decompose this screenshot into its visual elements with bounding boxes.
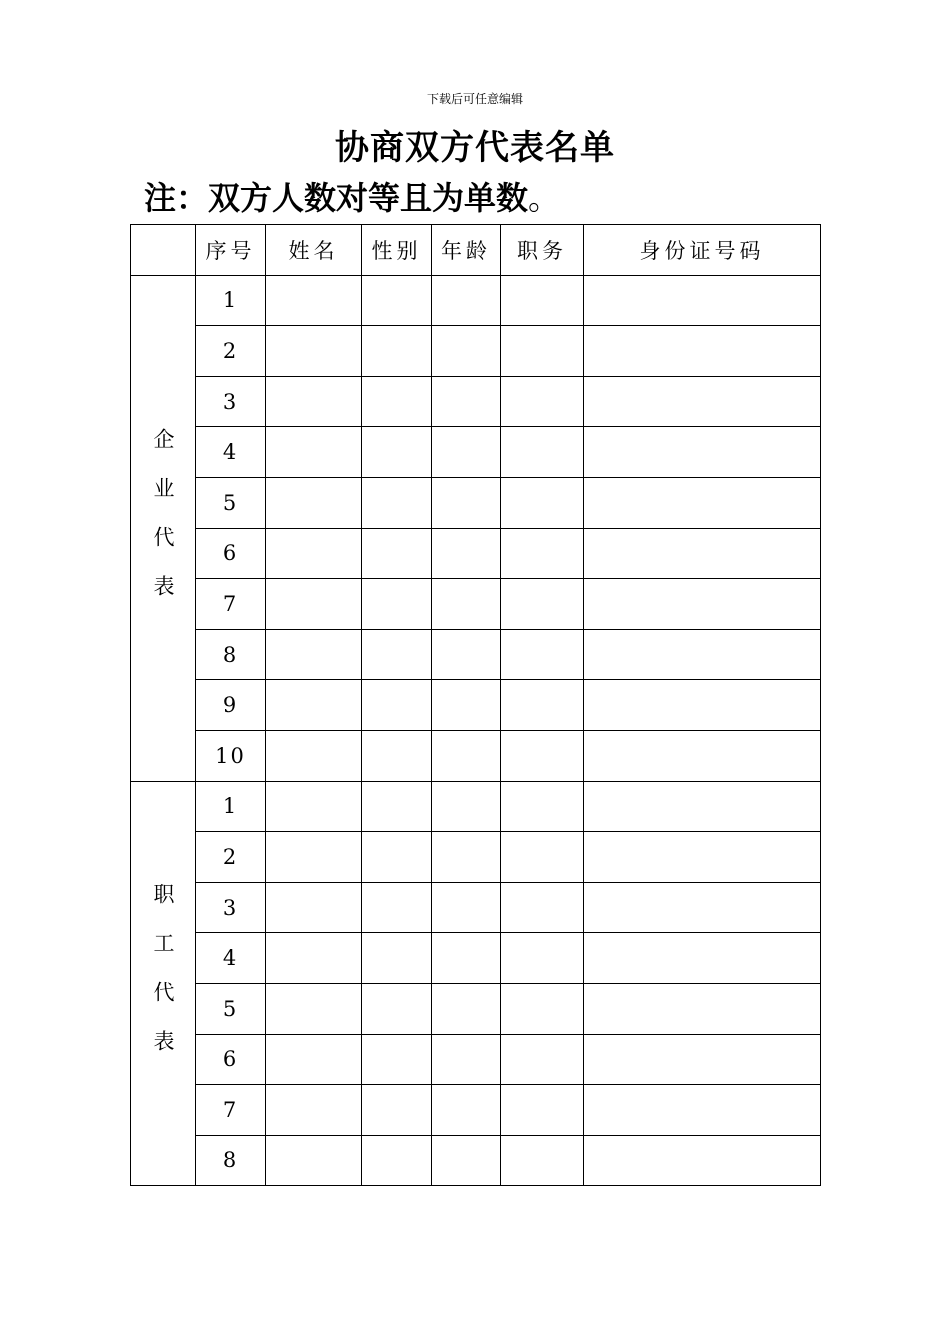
name-cell[interactable]: [266, 983, 362, 1034]
name-cell[interactable]: [266, 882, 362, 933]
row-index-cell: 5: [196, 983, 266, 1034]
name-cell[interactable]: [266, 832, 362, 883]
group-label: 职工代表: [151, 882, 175, 1079]
table-row: [131, 376, 821, 427]
age-cell[interactable]: [432, 1135, 501, 1186]
name-cell[interactable]: [266, 933, 362, 984]
age-cell[interactable]: [432, 832, 501, 883]
table-row: [131, 275, 821, 326]
gender-cell[interactable]: [362, 1085, 432, 1136]
id-number-cell[interactable]: [584, 730, 821, 781]
row-index-cell: 1: [196, 781, 266, 832]
gender-cell[interactable]: [362, 1135, 432, 1186]
table-row: [131, 933, 821, 984]
position-cell[interactable]: [501, 326, 584, 377]
position-cell[interactable]: [501, 427, 584, 478]
gender-cell[interactable]: [362, 629, 432, 680]
position-cell[interactable]: [501, 832, 584, 883]
gender-cell[interactable]: [362, 275, 432, 326]
row-index-cell: 6: [196, 1034, 266, 1085]
name-cell[interactable]: [266, 275, 362, 326]
age-cell[interactable]: [432, 983, 501, 1034]
id-number-cell[interactable]: [584, 376, 821, 427]
row-index-cell: 1: [196, 275, 266, 326]
row-index-cell: 7: [196, 579, 266, 630]
id-number-cell[interactable]: [584, 579, 821, 630]
representatives-table: [130, 224, 821, 1186]
gender-cell[interactable]: [362, 983, 432, 1034]
age-cell[interactable]: [432, 629, 501, 680]
position-cell[interactable]: [501, 730, 584, 781]
table-row: [131, 983, 821, 1034]
name-cell[interactable]: [266, 1135, 362, 1186]
position-cell[interactable]: [501, 680, 584, 731]
id-number-cell[interactable]: [584, 680, 821, 731]
row-index-cell: 10: [196, 730, 266, 781]
age-cell[interactable]: [432, 781, 501, 832]
age-cell[interactable]: [432, 427, 501, 478]
position-cell[interactable]: [501, 629, 584, 680]
row-index-cell: 9: [196, 680, 266, 731]
table-row: [131, 730, 821, 781]
row-index-cell: 8: [196, 1135, 266, 1186]
document-note: [144, 176, 560, 220]
position-cell[interactable]: [501, 477, 584, 528]
row-index-cell: 4: [196, 427, 266, 478]
age-cell[interactable]: [432, 275, 501, 326]
gender-cell[interactable]: [362, 528, 432, 579]
id-number-cell[interactable]: [584, 528, 821, 579]
id-number-cell[interactable]: [584, 1135, 821, 1186]
row-index-cell: 3: [196, 376, 266, 427]
gender-cell[interactable]: [362, 680, 432, 731]
header-cell-position: 职务: [501, 225, 584, 276]
group-label-cell-employee: [131, 781, 196, 1186]
header-cell-group: [131, 225, 196, 276]
note-text: 注：双方人数对等且为单数: [144, 179, 529, 217]
table-row: [131, 832, 821, 883]
table-row: [131, 427, 821, 478]
gender-cell[interactable]: [362, 933, 432, 984]
id-number-cell[interactable]: [584, 832, 821, 883]
id-number-cell[interactable]: [584, 882, 821, 933]
gender-cell[interactable]: [362, 1034, 432, 1085]
age-cell[interactable]: [432, 528, 501, 579]
age-cell[interactable]: [432, 477, 501, 528]
row-index-cell: 4: [196, 933, 266, 984]
position-cell[interactable]: [501, 933, 584, 984]
name-cell[interactable]: [266, 376, 362, 427]
table-body: [131, 225, 821, 1186]
position-cell[interactable]: [501, 781, 584, 832]
age-cell[interactable]: [432, 1085, 501, 1136]
gender-cell[interactable]: [362, 427, 432, 478]
header-cell-name: 姓名: [266, 225, 362, 276]
table-row: [131, 477, 821, 528]
header-cell-id-number: 身份证号码: [584, 225, 821, 276]
row-index-cell: 2: [196, 326, 266, 377]
position-cell[interactable]: [501, 1085, 584, 1136]
name-cell[interactable]: [266, 730, 362, 781]
gender-cell[interactable]: [362, 477, 432, 528]
id-number-cell[interactable]: [584, 983, 821, 1034]
table-row: [131, 629, 821, 680]
gender-cell[interactable]: [362, 730, 432, 781]
age-cell[interactable]: [432, 326, 501, 377]
header-cell-gender: 性别: [362, 225, 432, 276]
note-period: 。: [528, 179, 561, 217]
header-note: 下载后可任意编辑: [426, 92, 523, 106]
table-row: [131, 1135, 821, 1186]
table-header-row: [131, 225, 821, 276]
position-cell[interactable]: [501, 528, 584, 579]
row-index-cell: 7: [196, 1085, 266, 1136]
position-cell[interactable]: [501, 579, 584, 630]
row-index-cell: 3: [196, 882, 266, 933]
id-number-cell[interactable]: [584, 933, 821, 984]
age-cell[interactable]: [432, 933, 501, 984]
table-row: [131, 882, 821, 933]
table-row: [131, 528, 821, 579]
header-cell-age: 年龄: [432, 225, 501, 276]
age-cell[interactable]: [432, 376, 501, 427]
row-index-cell: 2: [196, 832, 266, 883]
id-number-cell[interactable]: [584, 427, 821, 478]
gender-cell[interactable]: [362, 781, 432, 832]
table-row: [131, 326, 821, 377]
gender-cell[interactable]: [362, 376, 432, 427]
position-cell[interactable]: [501, 376, 584, 427]
position-cell[interactable]: [501, 275, 584, 326]
row-index-cell: 6: [196, 528, 266, 579]
id-number-cell[interactable]: [584, 1034, 821, 1085]
id-number-cell[interactable]: [584, 629, 821, 680]
name-cell[interactable]: [266, 427, 362, 478]
age-cell[interactable]: [432, 579, 501, 630]
row-index-cell: 5: [196, 477, 266, 528]
name-cell[interactable]: [266, 477, 362, 528]
name-cell[interactable]: [266, 528, 362, 579]
row-index-cell: 8: [196, 629, 266, 680]
age-cell[interactable]: [432, 882, 501, 933]
id-number-cell[interactable]: [584, 781, 821, 832]
gender-cell[interactable]: [362, 326, 432, 377]
gender-cell[interactable]: [362, 579, 432, 630]
name-cell[interactable]: [266, 629, 362, 680]
document-title: 协商双方代表名单: [335, 128, 615, 168]
table-row: [131, 1085, 821, 1136]
position-cell[interactable]: [501, 983, 584, 1034]
age-cell[interactable]: [432, 1034, 501, 1085]
group-label: 企业代表: [151, 427, 175, 624]
name-cell[interactable]: [266, 326, 362, 377]
id-number-cell[interactable]: [584, 326, 821, 377]
position-cell[interactable]: [501, 882, 584, 933]
id-number-cell[interactable]: [584, 275, 821, 326]
name-cell[interactable]: [266, 1034, 362, 1085]
group-label-cell-enterprise: [131, 275, 196, 781]
name-cell[interactable]: [266, 1085, 362, 1136]
gender-cell[interactable]: [362, 882, 432, 933]
gender-cell[interactable]: [362, 832, 432, 883]
table-row: [131, 1034, 821, 1085]
name-cell[interactable]: [266, 680, 362, 731]
name-cell[interactable]: [266, 579, 362, 630]
position-cell[interactable]: [501, 1034, 584, 1085]
name-cell[interactable]: [266, 781, 362, 832]
id-number-cell[interactable]: [584, 1085, 821, 1136]
table-row: [131, 680, 821, 731]
age-cell[interactable]: [432, 680, 501, 731]
position-cell[interactable]: [501, 1135, 584, 1186]
table-row: [131, 579, 821, 630]
header-cell-index: 序号: [196, 225, 266, 276]
id-number-cell[interactable]: [584, 477, 821, 528]
table-row: [131, 781, 821, 832]
age-cell[interactable]: [432, 730, 501, 781]
